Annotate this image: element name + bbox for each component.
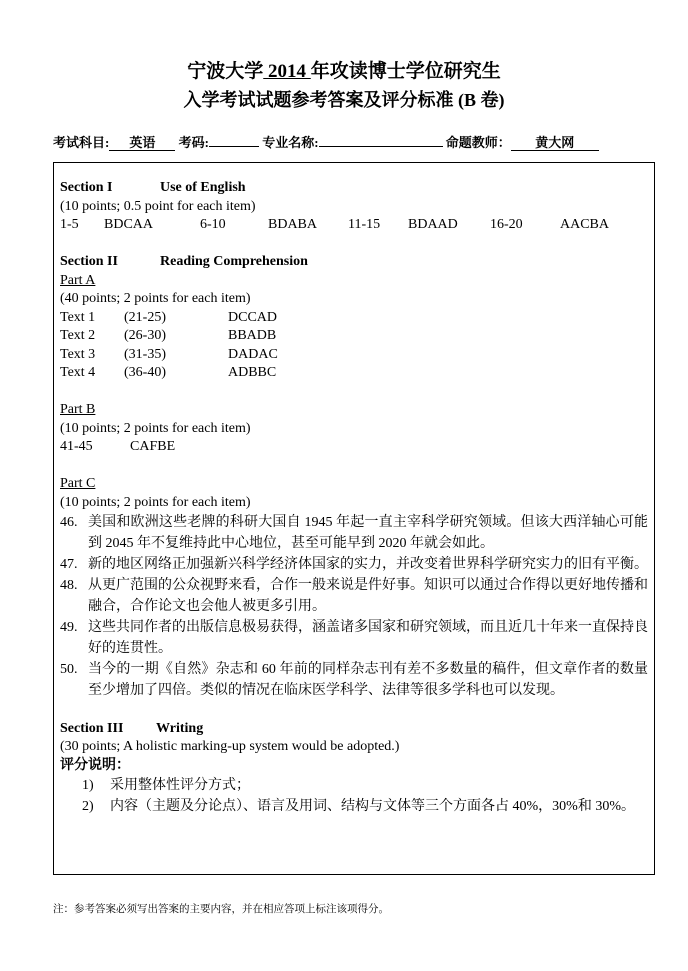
text-key: BBADB	[228, 328, 277, 343]
spacer	[60, 383, 648, 402]
document-subtitle: 入学考试试题参考答案及评分标准 (B 卷)	[183, 90, 505, 110]
part-b-answer-row	[60, 438, 648, 457]
text-range: (26-30)	[124, 328, 166, 343]
document-title	[0, 56, 688, 83]
text-key: DADAC	[228, 346, 278, 362]
item-number: 48.	[60, 578, 78, 593]
major-value	[319, 146, 443, 147]
spacer	[60, 457, 648, 476]
translation-item	[60, 512, 648, 554]
code-label: 考码:	[178, 135, 209, 150]
item-text: 这些共同作者的出版信息极易获得，涵盖诸多国家和研究领域，而且近几十年来一直保持良好的连贯性。	[88, 620, 648, 656]
item-number: 46.	[60, 515, 78, 530]
spacer	[60, 235, 648, 254]
major-label: 专业名称:	[262, 135, 319, 150]
section3-heading	[60, 720, 648, 739]
item-number: 49.	[60, 620, 78, 635]
title-suffix: 年攻读博士学位研究生	[310, 61, 501, 82]
answer-key: BDABA	[268, 217, 318, 232]
text-name: Text 1	[60, 309, 96, 325]
section1-number: Section I	[60, 180, 113, 195]
item-text: 当今的一期《自然》杂志和 60 年前的同样杂志刊有差不多数量的稿件，但文章作者的数量至少增加了四倍。类似的情况在临床医学科学、法律等很多学科也可以发现。	[88, 662, 648, 698]
answer-range: 11-15	[348, 217, 381, 232]
criteria-item	[60, 775, 648, 796]
teacher-label: 命题教师：	[445, 135, 511, 150]
title-year: 2014	[263, 61, 311, 82]
item-number: 2)	[82, 799, 94, 814]
section1-points: (10 points; 0.5 point for each item)	[60, 198, 256, 214]
part-b-range: 41-45	[60, 439, 93, 454]
text-answer-row	[60, 327, 648, 346]
section1-title: Use of English	[160, 180, 246, 195]
answer-key: BDCAA	[104, 217, 154, 232]
answer-key: AACBA	[560, 217, 610, 232]
text-answer-row	[60, 364, 648, 383]
text-name: Text 3	[60, 346, 96, 362]
answer-key: BDAAD	[408, 217, 458, 232]
text-range: (31-35)	[124, 346, 166, 362]
translation-item	[60, 575, 648, 617]
part-c-points: (10 points; 2 points for each item)	[60, 494, 251, 510]
spacer	[60, 701, 648, 720]
item-text: 从更广范围的公众视野来看，合作一般来说是件好事。知识可以通过合作得以更好地传播和融合，合作论文也会他人被更多引用。	[88, 578, 648, 614]
text-name: Text 2	[60, 328, 96, 343]
section1-answers	[60, 216, 648, 235]
item-text: 采用整体性评分方式；	[110, 778, 250, 793]
title-prefix: 宁波大学	[187, 61, 264, 82]
translation-item	[60, 617, 648, 659]
answer-box	[53, 162, 655, 875]
criteria-item	[60, 796, 648, 817]
subject-label: 考试科目:	[53, 135, 110, 150]
answer-range: 6-10	[200, 217, 226, 232]
text-answer-row	[60, 346, 648, 365]
text-answer-row	[60, 309, 648, 328]
item-text: 美国和欧洲这些老牌的科研大国自 1945 年起一直主宰科学研究领域。但该大西洋轴心可能到 2045 年不复维持此中心地位，甚至可能早到 2020 年就会如此。	[88, 515, 648, 551]
translation-item	[60, 659, 648, 701]
part-a-points: (40 points; 2 points for each item)	[60, 291, 251, 306]
section3-number: Section III	[60, 720, 124, 736]
exam-meta-line	[53, 132, 599, 151]
section1-heading	[60, 179, 648, 198]
section3-title: Writing	[156, 720, 204, 736]
item-text: 新的地区网络正加强新兴科学经济体国家的实力，并改变着世界科学研究实力的旧有平衡。	[88, 557, 648, 572]
text-range: (21-25)	[124, 309, 166, 325]
section3-points: (30 points; A holistic marking-up system would be adopted.)	[60, 739, 400, 754]
section2-title: Reading Comprehension	[160, 254, 308, 269]
answer-range: 1-5	[60, 217, 79, 232]
text-range: (36-40)	[124, 365, 166, 380]
item-number: 1)	[82, 778, 94, 793]
section2-heading	[60, 253, 648, 272]
item-text: 内容（主题及分论点）、语言及用词、结构与文体等三个方面各占 40%，30%和 30%。	[110, 799, 635, 814]
text-key: DCCAD	[228, 309, 278, 325]
section2-number: Section II	[60, 254, 118, 269]
text-name: Text 4	[60, 365, 96, 380]
subject-value: 英语	[109, 135, 175, 151]
part-c-label: Part C	[60, 476, 96, 491]
translation-item	[60, 554, 648, 575]
teacher-value: 黄大网	[511, 135, 599, 151]
footnote: 注：参考答案必须写出答案的主要内容，并在相应答项上标注该项得分。	[53, 904, 389, 915]
item-number: 50.	[60, 662, 78, 677]
text-key: ADBBC	[228, 365, 277, 380]
part-a-label: Part A	[60, 272, 96, 288]
part-b-label: Part B	[60, 402, 96, 417]
part-b-key: CAFBE	[130, 439, 176, 454]
item-number: 47.	[60, 557, 78, 572]
criteria-label: 评分说明：	[60, 757, 130, 773]
part-b-points: (10 points; 2 points for each item)	[60, 420, 251, 436]
answer-range: 16-20	[490, 217, 523, 232]
code-value	[209, 146, 259, 147]
answer-content	[60, 179, 648, 817]
